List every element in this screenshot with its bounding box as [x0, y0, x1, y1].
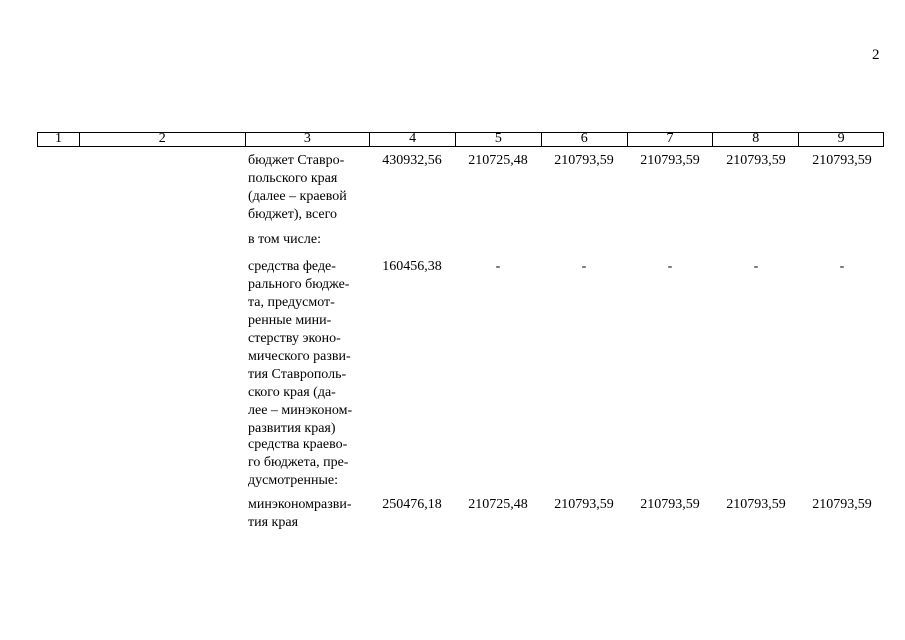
description-line: ского края (да- — [248, 385, 336, 400]
description-line: тия Ставрополь- — [248, 367, 347, 382]
value-col-6: - — [581, 259, 587, 274]
row-description — [248, 436, 365, 490]
description-line: мического разви- — [248, 349, 351, 364]
description-line: (далее – краевой — [248, 189, 347, 204]
value-col-6: 210793,59 — [554, 153, 614, 168]
row-description — [248, 231, 365, 249]
description-line: дусмотренные: — [248, 473, 339, 488]
value-col-5: 210725,48 — [468, 497, 528, 512]
value-col-9: 210793,59 — [812, 153, 872, 168]
table-header-row — [37, 132, 884, 147]
value-col-9: 210793,59 — [812, 497, 872, 512]
description-line: рального бюдже- — [248, 277, 350, 292]
header-cell-2: 2 — [80, 133, 246, 146]
row-description — [248, 496, 365, 532]
description-line: в том числе: — [248, 232, 321, 247]
description-line: бюджет Ставро- — [248, 153, 345, 168]
row-description — [248, 152, 365, 224]
description-line: стерству эконо- — [248, 331, 341, 346]
description-line: средства краево- — [248, 437, 348, 452]
header-cell-8: 8 — [713, 133, 799, 146]
value-col-7: 210793,59 — [640, 497, 700, 512]
value-col-4: 160456,38 — [382, 259, 442, 274]
description-line: бюджет), всего — [248, 207, 337, 222]
value-col-5: - — [495, 259, 501, 274]
value-col-4: 250476,18 — [382, 497, 442, 512]
description-line: развития края) — [248, 421, 336, 436]
value-col-7: 210793,59 — [640, 153, 700, 168]
header-cell-5: 5 — [456, 133, 542, 146]
header-cell-6: 6 — [542, 133, 628, 146]
header-cell-7: 7 — [628, 133, 714, 146]
description-line: го бюджета, пре- — [248, 455, 349, 470]
page-number: 2 — [872, 47, 880, 63]
value-col-6: 210793,59 — [554, 497, 614, 512]
value-col-7: - — [667, 259, 673, 274]
header-cell-3: 3 — [246, 133, 371, 146]
description-line: лее – минэконом- — [248, 403, 353, 418]
header-cell-9: 9 — [837, 131, 845, 146]
description-line: польского края — [248, 171, 338, 186]
header-cell-1: 1 — [38, 133, 80, 146]
description-line: тия края — [248, 515, 299, 530]
value-col-8: 210793,59 — [726, 497, 786, 512]
value-col-8: - — [753, 259, 759, 274]
value-col-9: - — [839, 259, 845, 274]
description-line: та, предусмот- — [248, 295, 335, 310]
description-line: минэкономразви- — [248, 497, 352, 512]
value-col-4: 430932,56 — [382, 153, 442, 168]
header-cell-4: 4 — [370, 133, 456, 146]
value-col-8: 210793,59 — [726, 153, 786, 168]
value-col-5: 210725,48 — [468, 153, 528, 168]
description-line: ренные мини- — [248, 313, 332, 328]
row-description — [248, 258, 365, 438]
description-line: средства феде- — [248, 259, 336, 274]
